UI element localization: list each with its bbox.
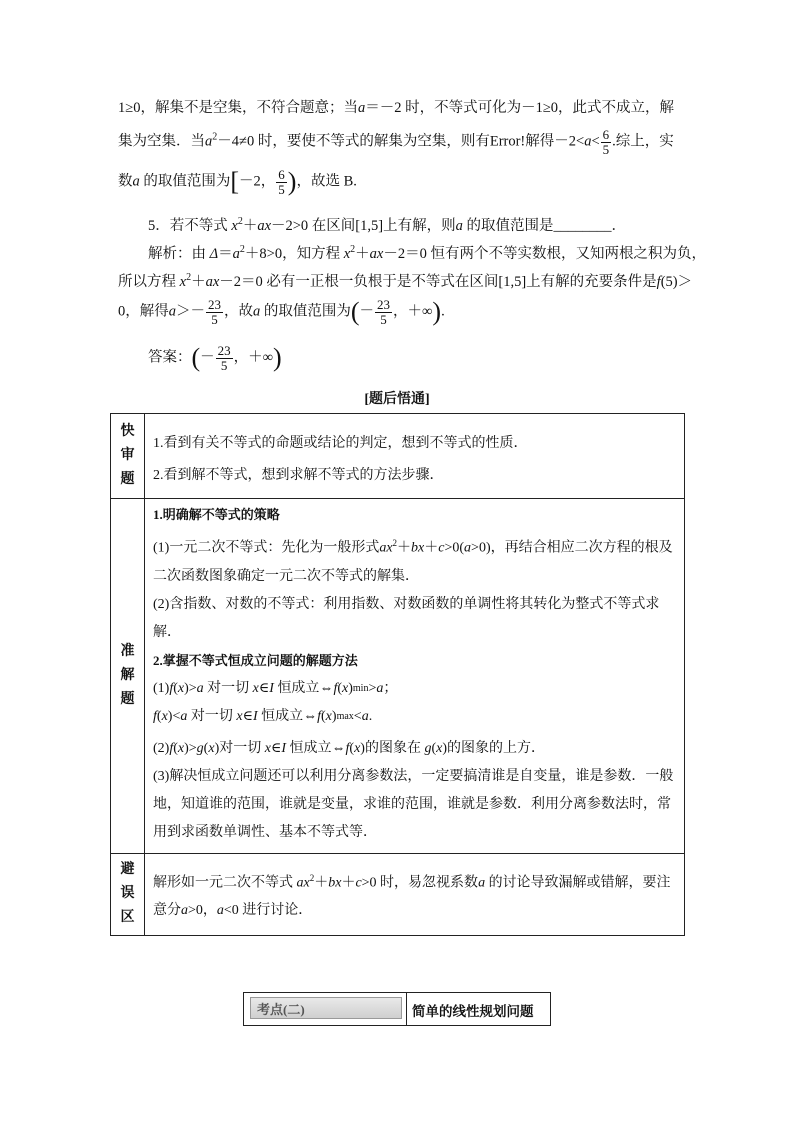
var-a: a [132,173,140,190]
section-title: [题后悟通] [364,392,430,407]
label-char: 题 [120,472,135,487]
text: 的取值范围为 [260,303,351,320]
superscript: 2 [212,131,218,143]
right-paren: ) [432,297,442,327]
denominator: 5 [380,311,387,327]
tip-line: (3)解决恒成立问题还可以利用分离参数法，一定要搞清谁是自变量，谁是参数．一般 [153,768,674,784]
var-a: a [253,303,261,320]
text: 所以方程 [118,274,180,290]
fraction-6-5 [601,128,612,156]
solution-line-1 [118,96,674,117]
text: 1≥0，解集不是空集，不符合题意；当 [118,100,358,116]
label-char: 快 [120,424,135,439]
label-char: 审 [120,448,135,463]
label-char: 避 [120,862,135,878]
var-a: a [584,133,592,150]
analysis-line-1 [148,242,706,263]
var-a: a [455,218,463,234]
numerator: 23 [377,297,391,312]
topic-tag-label: 考点(二) [257,1002,305,1017]
superscript: 2 [392,538,398,548]
label-char: 区 [120,910,135,926]
label-char: 准 [120,643,135,659]
var-f: f [656,274,661,290]
numerator: 6 [278,167,285,182]
text: －2＝0 恒有两个不等实数根，又知两根之积为负， [383,246,706,262]
var-a: a [205,133,213,150]
topic-title: 简单的线性规划问题 [412,1004,534,1019]
tips-table [110,413,685,936]
tip-line: 二次函数图象确定一元二次不等式的解集． [153,568,419,584]
numerator: 23 [217,343,231,358]
fraction-23-5 [206,298,223,326]
text: ＋ [424,540,439,556]
left-paren: ( [191,343,201,373]
tip-line: 地，知道谁的范围，谁就是变量，求谁的范围，谁就是参数．利用分离参数法时，常 [153,796,671,812]
text: ，＋∞ [393,303,433,320]
text: 解析：由 [148,246,210,262]
var-x: x [179,274,187,290]
tip-line: 用到求函数单调性、基本不等式等． [153,824,377,840]
text: －2， [239,173,276,190]
var-delta: Δ [209,246,219,262]
text: ，故选 B. [296,173,357,190]
superscript: 2 [237,216,243,228]
text: >0)，再结合相应二次方程的根及 [471,540,673,556]
text: ＋8>0，知方程 [244,246,344,262]
tip-line: (2)含指数、对数的不等式：利用指数、对数函数的单调性将其转化为整式不等式求 [153,596,660,612]
text: － [359,303,375,320]
table-row [111,499,685,854]
text: －2＝0 必有一正根一负根于是不等式在区间[1,5]上有解的充要条件是 [219,274,657,290]
text: ＋ [191,274,206,290]
tip-line: 2.看到解不等式，想到求解不等式的方法步骤． [153,468,444,483]
text: －4≠0 时，要使不等式的解集为空集，则有Error!解得－2< [217,133,585,150]
tip-line: f(x)<a 对一切 x∈I 恒成立⇔f(x)max<a. [153,708,373,724]
analysis-line-3 [118,298,445,326]
denominator: 5 [602,141,610,157]
text: . [441,303,445,320]
topic-header-box [243,992,551,1026]
text: ＝ [218,246,233,262]
text: － [200,349,215,366]
text: < [591,133,600,150]
fraction-23-5 [375,298,392,326]
row-body [145,499,685,854]
text: 集为空集．当 [118,133,205,150]
solution-line-2 [118,128,674,156]
var: bx [411,540,425,556]
text: －2>0 在区间[1,5]上有解，则 [271,218,456,234]
tip-line [153,529,676,563]
var: c [438,540,445,556]
label-char: 误 [120,886,135,902]
row-label-bi-wu-qu [111,853,145,935]
text: .综上，实 [612,133,674,150]
text: 5．若不等式 [148,218,232,234]
row-label-kuai-shen-ti [111,414,145,499]
text: 的取值范围为 [139,173,231,190]
var-ax: ax [257,218,271,234]
text: 数 [118,173,133,190]
label-char: 题 [120,691,135,707]
numerator: 23 [208,297,221,312]
right-paren: ) [287,167,297,197]
question-5 [148,214,626,235]
solution-line-3 [118,168,357,196]
text: ＞－ [176,303,205,320]
topic-tag [250,997,402,1019]
row-body [145,853,685,935]
tip-line: (1)f(x)>a 对一切 x∈I 恒成立⇔f(x)min>a； [153,680,398,696]
left-paren: ( [350,297,360,327]
var-x: x [231,218,238,234]
answer-label: 答案： [148,349,192,366]
tip-line: 解． [153,624,181,640]
var-x: x [343,246,351,262]
label-char: 解 [120,667,135,683]
var: ax [379,540,393,556]
text: 的取值范围是________． [462,218,626,234]
table-row [111,853,685,935]
denominator: 5 [278,181,285,197]
fraction-6-5 [276,168,287,196]
answer-line [148,344,282,372]
text: ＋ [397,540,412,556]
var-a: a [168,303,176,320]
var-ax: ax [369,246,384,262]
text: (5)＞ [660,274,693,290]
superscript: 2 [186,272,192,284]
divider [406,993,407,1025]
tip-heading: 1.明确解不等式的策略 [153,507,280,522]
text: >0( [444,540,465,556]
text: ＝－2 时，不等式可化为－1≥0，此式不成立，解 [365,100,675,116]
fraction-23-5 [216,344,233,372]
row-body [145,414,685,499]
text: ，＋∞ [233,349,274,366]
analysis-line-2 [118,270,692,291]
tip-heading: 2.掌握不等式恒成立问题的解题方法 [153,652,358,668]
tip-line: 意分a>0，a<0 进行讨论． [153,903,313,919]
left-bracket: [ [230,167,240,197]
superscript: 2 [239,244,245,256]
table-row [111,414,685,499]
text: (1)一元二次不等式：先化为一般形式 [153,540,380,556]
numerator: 6 [602,127,610,142]
text: ＋ [242,218,258,234]
var: a [464,540,472,556]
tip-line: 解形如一元二次不等式 $ax^2+bx+c>0$ 时，易忽视系数a 的讨论导致漏解或错解，要注 [153,872,671,891]
tip-line: (2)f(x)>g(x)对一切 x∈I 恒成立⇔f(x)的图象在 g(x)的图象的上方． [153,740,546,756]
text: ＋ [355,246,370,262]
superscript: 2 [350,244,356,256]
text: 0，解得 [118,303,169,320]
right-paren: ) [273,343,282,373]
text: ，故 [224,303,253,320]
tip-line: 1.看到有关不等式的命题或结论的判定，想到不等式的性质． [153,436,528,451]
var-ax: ax [205,274,220,290]
denominator: 5 [211,311,218,327]
var-a: a [357,100,366,116]
denominator: 5 [220,357,228,373]
row-label-zhun-jie-ti [111,499,145,854]
var-a: a [232,246,240,262]
